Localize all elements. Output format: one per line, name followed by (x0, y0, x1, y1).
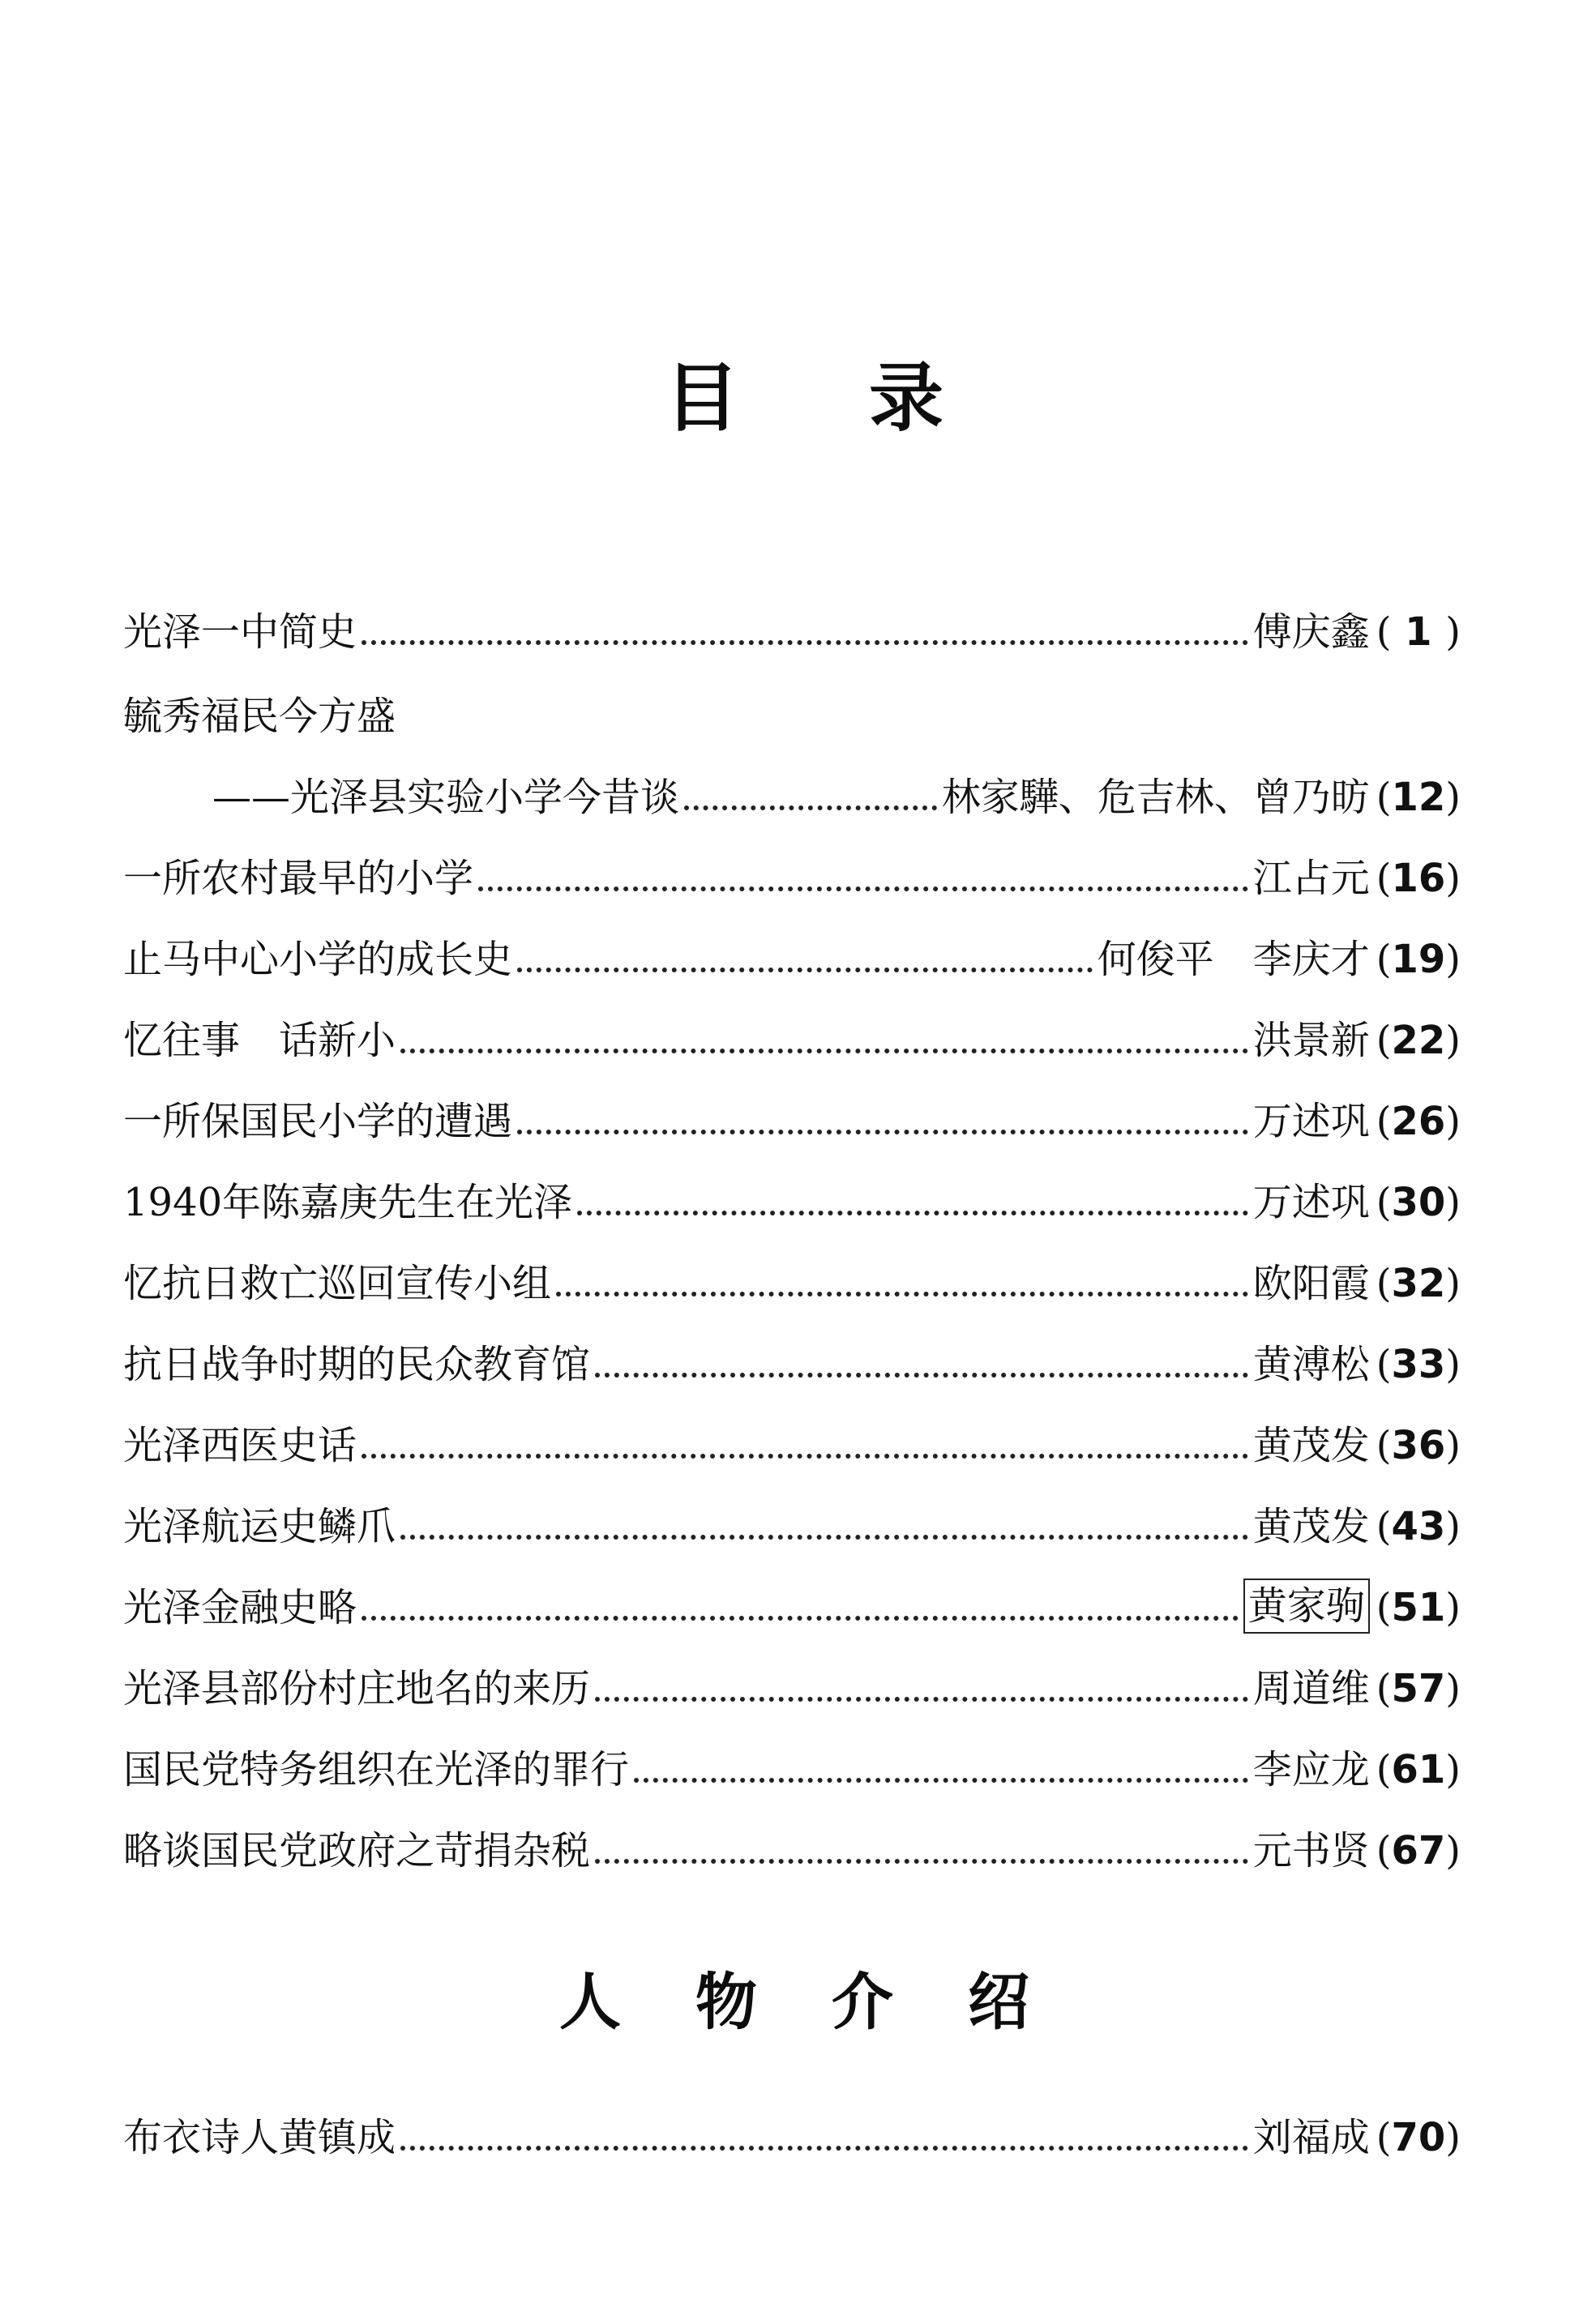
toc-entry[interactable] (123, 929, 1461, 985)
entry-page: (51) (1376, 1585, 1461, 1630)
entry-author: 欧阳霞 (1252, 1261, 1370, 1306)
entry-author: 黄家驹 (1243, 1579, 1370, 1634)
leader-dots (362, 640, 1248, 645)
entry-page: (12) (1376, 775, 1461, 820)
entry-title: 光泽航运史鳞爪 (123, 1504, 396, 1549)
toc-entry[interactable] (123, 1739, 1461, 1796)
entry-author: 刘福成 (1252, 2115, 1370, 2160)
leader-dots (517, 968, 1093, 972)
leader-dots (577, 1211, 1248, 1215)
entry-author: 万述巩 (1252, 1099, 1370, 1144)
entry-page: (16) (1376, 856, 1461, 901)
entry-author: 万述巩 (1252, 1180, 1370, 1225)
entry-author: 傅庆鑫 (1252, 609, 1370, 655)
entry-page: (67) (1376, 1828, 1461, 1873)
entry-title: 抗日战争时期的民众教育馆 (123, 1342, 591, 1387)
entry-title: 光泽金融史略 (123, 1585, 357, 1630)
title-char: 物 (695, 1966, 757, 2038)
leader-dots (595, 1373, 1248, 1378)
leader-dots (478, 886, 1248, 891)
toc-entry[interactable] (123, 1091, 1461, 1147)
entry-title: 光泽西医史话 (123, 1423, 357, 1468)
entry-author: 何俊平 李庆才 (1097, 937, 1370, 982)
entry-title: 略谈国民党政府之苛捐杂税 (123, 1828, 591, 1873)
section-title (559, 1953, 1029, 2041)
leader-dots (517, 1130, 1248, 1134)
page-title (665, 339, 943, 446)
title-char: 目 (665, 354, 740, 442)
toc-entry[interactable] (123, 1334, 1461, 1391)
leader-dots (400, 2146, 1248, 2151)
leader-dots (556, 1292, 1248, 1297)
leader-dots (400, 1049, 1248, 1053)
entry-author: 李应龙 (1252, 1747, 1370, 1792)
leader-dots (362, 1616, 1239, 1621)
toc-entry[interactable] (123, 1820, 1461, 1877)
entry-author: 周道维 (1252, 1666, 1370, 1711)
entry-title: 光泽一中简史 (123, 609, 357, 655)
entry-page: (32) (1376, 1261, 1461, 1306)
entry-page: (61) (1376, 1747, 1461, 1792)
toc-entry[interactable] (123, 1253, 1461, 1309)
toc-entry[interactable] (212, 767, 1461, 823)
title-char: 人 (559, 1966, 621, 2038)
entry-author: 黄溥松 (1252, 1342, 1370, 1387)
entry-title: 国民党特务组织在光泽的罪行 (123, 1747, 630, 1792)
entry-title: 光泽县部份村庄地名的来历 (123, 1666, 591, 1711)
entry-title: 止马中心小学的成长史 (123, 937, 513, 982)
title-char: 录 (869, 354, 944, 442)
toc-entry[interactable] (123, 848, 1461, 904)
entry-title: 1940年陈嘉庚先生在光泽 (123, 1180, 573, 1225)
toc-entry[interactable] (123, 1010, 1461, 1066)
leader-dots (634, 1778, 1248, 1783)
entry-title: 毓秀福民今方盛 (123, 694, 396, 739)
toc-entry[interactable] (123, 1172, 1461, 1228)
entry-title: 布衣诗人黄镇成 (123, 2115, 396, 2160)
leader-dots (595, 1859, 1248, 1864)
leader-dots (684, 805, 937, 810)
title-char: 绍 (968, 1966, 1029, 2038)
entry-author: 江占元 (1252, 856, 1370, 901)
entry-author: 黄茂发 (1252, 1504, 1370, 1549)
entry-author: 元书贤 (1252, 1828, 1370, 1873)
entry-page: (43) (1376, 1504, 1461, 1549)
leader-dots (362, 1454, 1248, 1459)
entry-page: (30) (1376, 1180, 1461, 1225)
entry-page: (57) (1376, 1666, 1461, 1711)
entry-title: 忆往事 话新小 (123, 1018, 396, 1063)
entry-title: 一所农村最早的小学 (123, 856, 474, 901)
title-char: 介 (832, 1966, 893, 2038)
toc-entry-title-only[interactable] (123, 690, 396, 742)
entry-title: 忆抗日救亡巡回宣传小组 (123, 1261, 552, 1306)
entry-page: (26) (1376, 1099, 1461, 1144)
entry-page: (22) (1376, 1018, 1461, 1063)
entry-author: 黄茂发 (1252, 1423, 1370, 1468)
entry-author: 林家驊、危吉林、曾乃昉 (941, 775, 1370, 820)
entry-title: 一所保国民小学的遭遇 (123, 1099, 513, 1144)
entry-page: (36) (1376, 1423, 1461, 1468)
toc-entry[interactable] (123, 2107, 1461, 2164)
toc-entry[interactable] (123, 1658, 1461, 1715)
entry-subtitle: ——光泽县实验小学今昔谈 (212, 775, 680, 820)
entry-author: 洪景新 (1252, 1018, 1370, 1063)
toc-entry[interactable] (123, 1577, 1461, 1634)
entry-page: ( 1 ) (1376, 609, 1461, 655)
entry-page: (70) (1376, 2115, 1461, 2160)
leader-dots (595, 1697, 1248, 1702)
toc-entry[interactable] (123, 1496, 1461, 1553)
toc-entry[interactable] (123, 601, 1461, 658)
leader-dots (400, 1535, 1248, 1540)
toc-entry[interactable] (123, 1415, 1461, 1472)
entry-page: (33) (1376, 1342, 1461, 1387)
entry-page: (19) (1376, 937, 1461, 982)
